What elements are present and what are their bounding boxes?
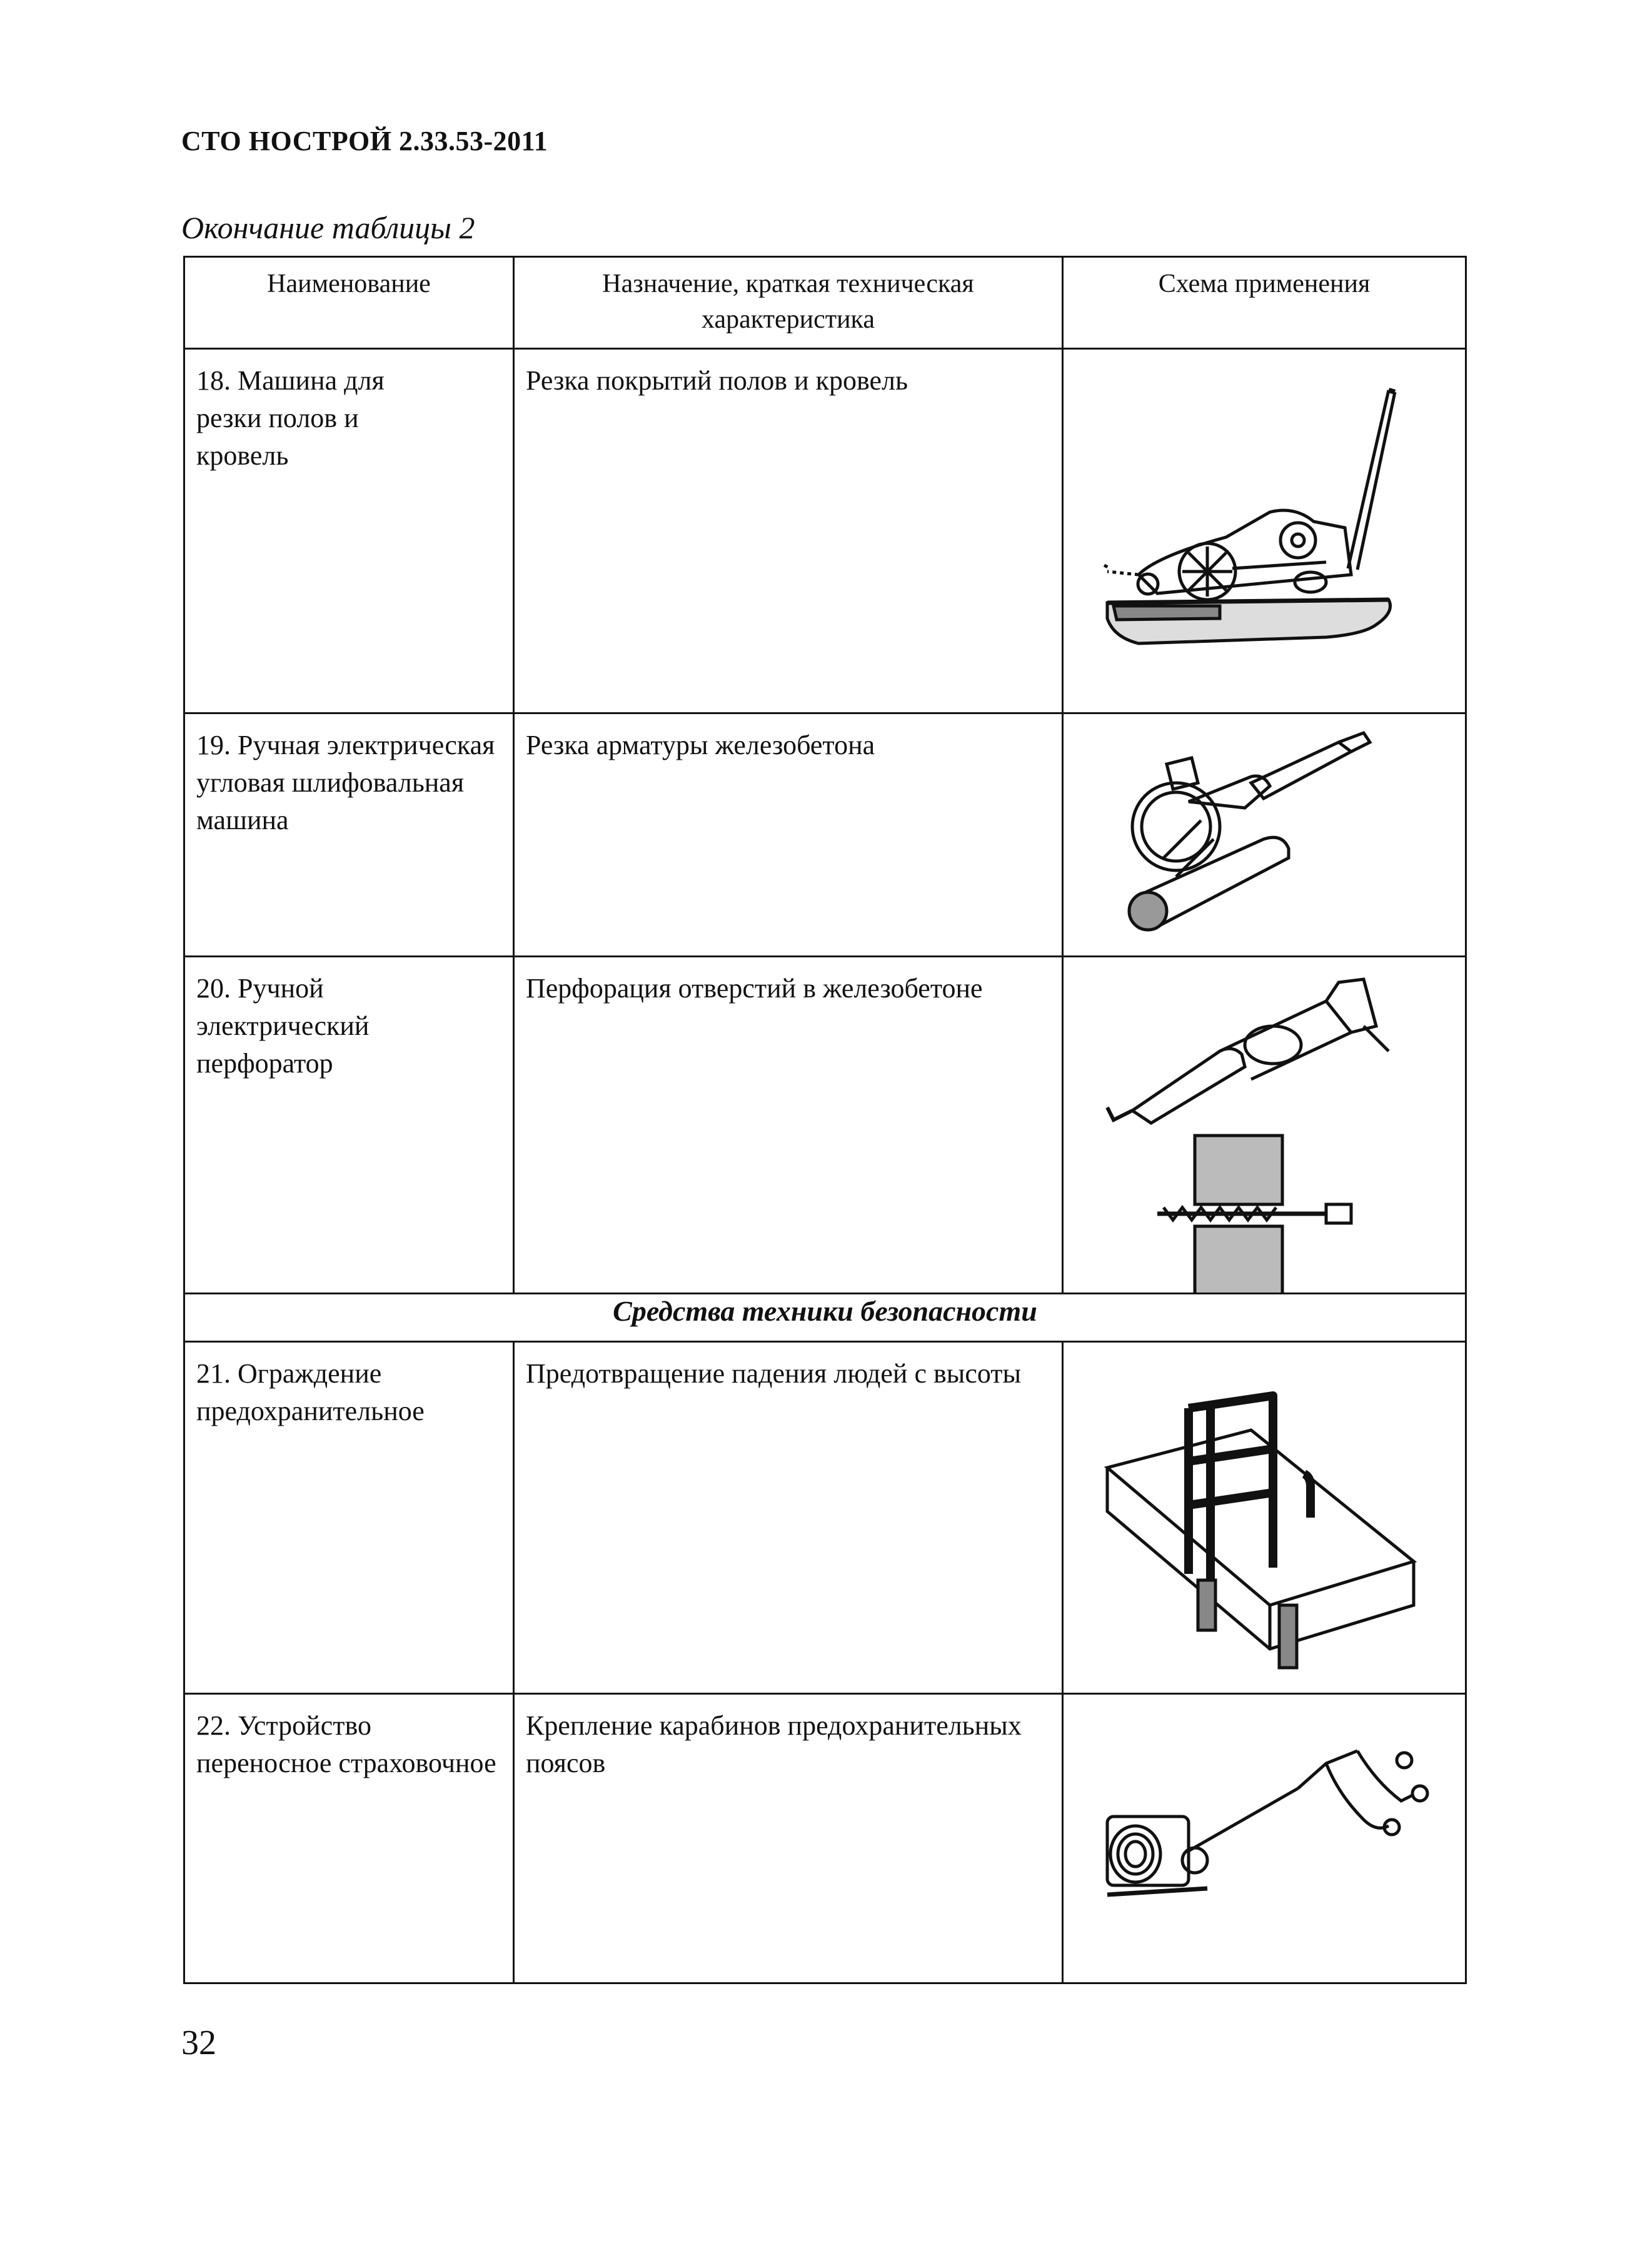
row-purpose: Резка покрытий полов и кровель [514,349,1063,713]
column-header-name: Наименование [184,257,514,349]
section-title: Средства техники безопасности [184,1294,1466,1342]
row-purpose: Предотвращение падения людей с высоты [514,1342,1063,1694]
table-row [184,957,1466,1294]
table-row [184,1342,1466,1694]
table-caption: Окончание таблицы 2 [181,210,475,245]
equipment-table [183,256,1467,1984]
row-scheme [1063,957,1466,1294]
column-header-purpose: Назначение, краткая техническая характеристика [514,257,1063,349]
page-number: 32 [181,2024,216,2062]
row-purpose: Резка арматуры железобетона [514,713,1063,957]
section-row [184,1294,1466,1342]
row-purpose: Крепление карабинов предохранительных поясов [514,1694,1063,1983]
floor-cutting-machine-icon [1064,350,1467,712]
row-name: 19. Ручная электрическая угловая шлифовальная машина [184,713,514,957]
row-scheme [1063,349,1466,713]
row-purpose: Перфорация отверстий в железобетоне [514,957,1063,1294]
safety-reel-icon [1064,1695,1467,1982]
angle-grinder-icon [1064,714,1467,955]
row-name: 22. Устройство переносное страховочное [184,1694,514,1983]
document-header: СТО НОСТРОЙ 2.33.53-2011 [181,126,548,156]
row-scheme [1063,713,1466,957]
row-name: 21. Ограждение предохранительное [184,1342,514,1694]
safety-railing-icon [1064,1343,1467,1693]
table-row [184,349,1466,713]
table-row [184,713,1466,957]
table-header-row [184,257,1466,349]
row-name: 20. Ручной электрический перфоратор [184,957,514,1294]
rotary-hammer-icon [1064,957,1467,1293]
column-header-scheme: Схема применения [1063,257,1466,349]
row-scheme [1063,1694,1466,1983]
row-name: 18. Машина для резки полов и кровель [184,349,514,713]
table-row [184,1694,1466,1983]
row-scheme [1063,1342,1466,1694]
